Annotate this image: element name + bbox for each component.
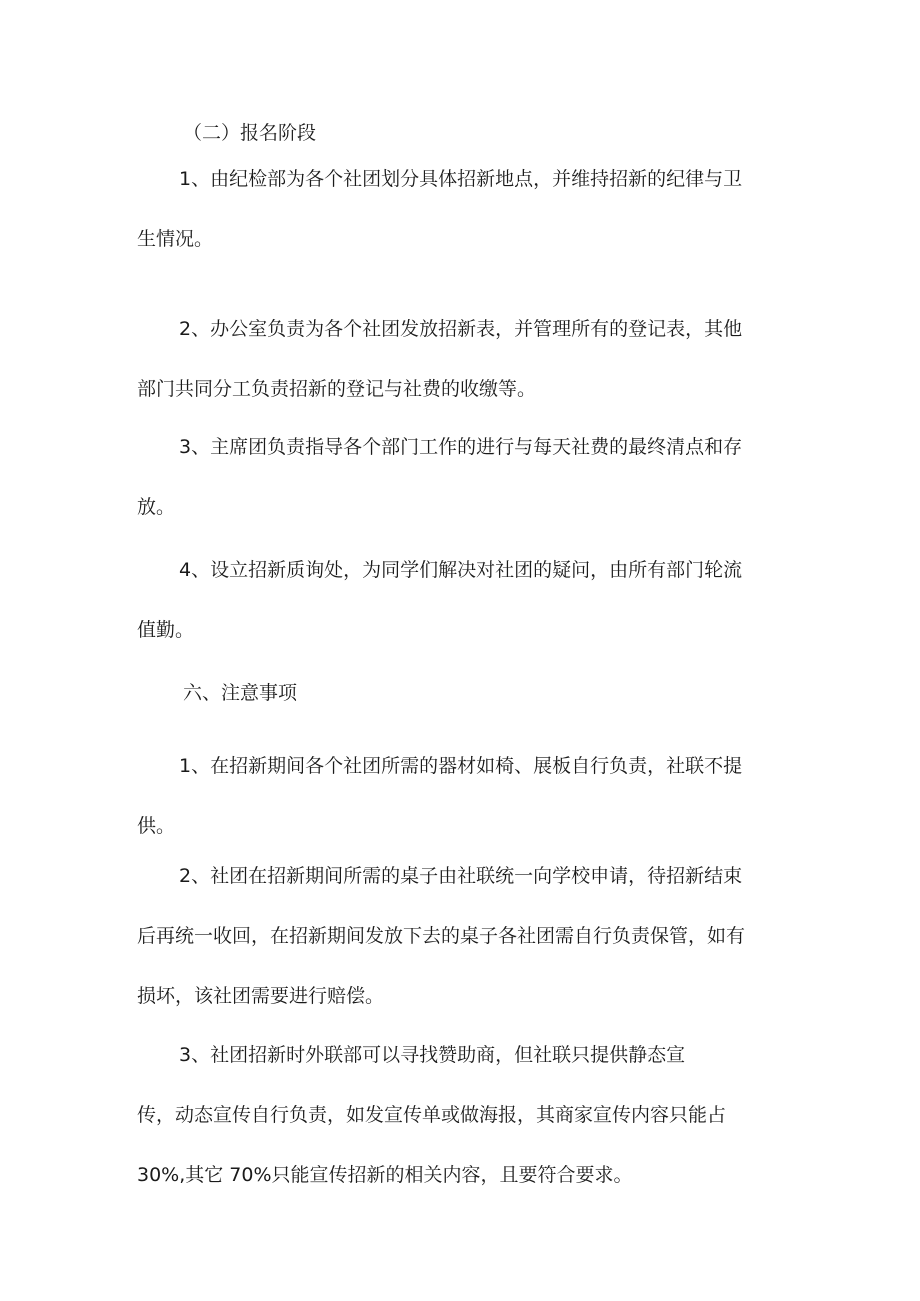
- notes-item-2-line-3: 损坏，该社团需要进行赔偿。: [137, 985, 385, 1007]
- section-heading-notes: 六、注意事项: [183, 682, 298, 704]
- signup-item-1: [137, 149, 777, 269]
- section-heading-signup: （二）报名阶段: [183, 122, 317, 144]
- notes-item-3-line-3: 30%,其它 70%只能宣传招新的相关内容，且要符合要求。: [137, 1164, 633, 1186]
- notes-item-1: [137, 736, 777, 856]
- signup-item-2: [137, 299, 777, 419]
- signup-item-4-line-2: 值勤。: [137, 619, 195, 641]
- signup-item-1-line-1: 1、由纪检部为各个社团划分具体招新地点，并维持招新的纪律与卫: [179, 168, 743, 190]
- notes-item-2-line-2: 后再统一收回，在招新期间发放下去的桌子各社团需自行负责保管，如有: [137, 925, 746, 947]
- signup-item-3: [137, 417, 777, 537]
- notes-item-1-line-1: 1、在招新期间各个社团所需的器材如椅、展板自行负责，社联不提: [179, 755, 743, 777]
- notes-item-1-line-2: 供。: [137, 815, 176, 837]
- signup-item-4-line-1: 4、设立招新质询处，为同学们解决对社团的疑问，由所有部门轮流: [179, 559, 743, 581]
- signup-item-4: [137, 540, 777, 660]
- notes-item-3: [137, 1025, 777, 1205]
- notes-item-2-line-1: 2、社团在招新期间所需的桌子由社联统一向学校申请，待招新结束: [179, 865, 743, 887]
- signup-item-2-line-1: 2、办公室负责为各个社团发放招新表，并管理所有的登记表，其他: [179, 318, 743, 340]
- signup-item-1-line-2: 生情况。: [137, 228, 214, 250]
- notes-item-2: [137, 846, 777, 1026]
- notes-item-3-line-1: 3、社团招新时外联部可以寻找赞助商，但社联只提供静态宣: [179, 1044, 686, 1066]
- signup-item-3-line-1: 3、主席团负责指导各个部门工作的进行与每天社费的最终清点和存: [179, 436, 743, 458]
- signup-item-3-line-2: 放。: [137, 496, 176, 518]
- notes-item-3-line-2: 传，动态宣传自行负责，如发宣传单或做海报，其商家宣传内容只能占: [137, 1104, 727, 1126]
- signup-item-2-line-2: 部门共同分工负责招新的登记与社费的收缴等。: [137, 378, 537, 400]
